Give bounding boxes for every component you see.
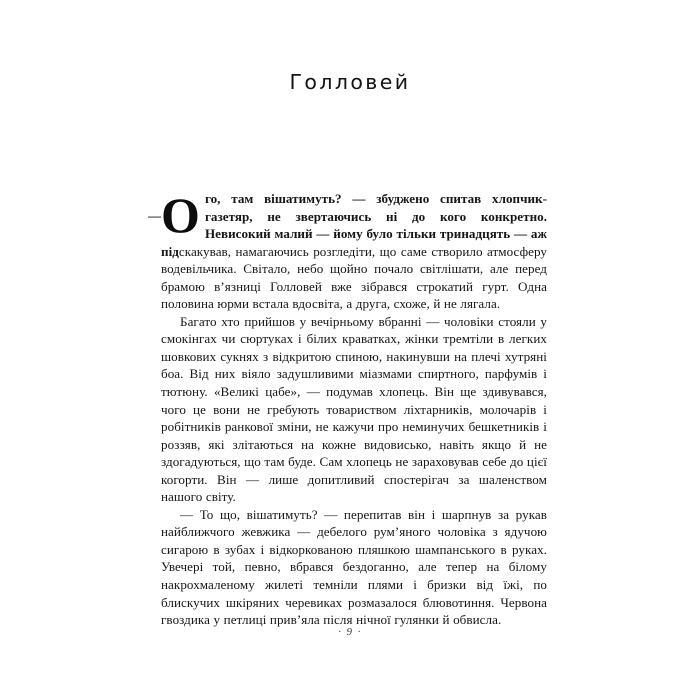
paragraph-1-lead: го, там вішатимуть? — збуджено спитав хлопчик-газетяр, не звертаючись ні до кого конкретно. Невисокий малий — йому було тільки тринадцять — аж під — [161, 191, 547, 259]
paragraph-3: — То що, вішатимуть? — перепитав він і шарпнув за рукав найближчого жевжика — дебелого рум’яного чоловіка з ядучою сигарою в зубах і відкоркованою пляшкою шампанського в руках. Увечері той, певно, вбрався бездоганно, але тепер на білому накрохмаленому жилеті темніли плями і бризки від їжі, по блискучих шкіряних черевиках розмазалося блювотиння. Червона гвоздика у петлиці прив’яла після нічної гулянки й обвисла. — [161, 506, 547, 628]
page-number: · 9 · — [338, 626, 362, 638]
paragraph-1 — [161, 187, 547, 313]
paragraph-1-rest: скакував, намагаючись розгледіти, що саме створило атмосферу водевільчика. Світало, небо щойно почало світлішати, але перед брамою в’язниці Голловей вже зібрався строкатий гурт. Одна половина юрми встала вдосвіта, а друга, схоже, й не лягала. — [161, 243, 547, 312]
drop-cap: О — [161, 187, 200, 243]
paragraph-2: Багато хто прийшов у вечірньому вбранні — чоловіки стояли у смокінгах чи сюртуках і білих краватках, жінки тремтіли в легких шовкових сукнях з відкритою спиною, накинувши на плечі хутряні боа. Від них віяло задушливими міазмами спиртного, парфумів і тютюну. «Великі цабе», — подумав хлопець. Він ще здивувався, чого це вони не гребують товариством ліхтарників, молочарів і робітників ранкової зміни, не кажучи про неминучих бешкетників і роззяв, які злітаються на кожне видовисько, навіть якщо й не здогадуються, що там буде. Сам хлопець не зараховував себе до цієї когорти. Він — лише допитливий спостерігач за шаленством нашого світу. — [161, 313, 547, 505]
text-block — [148, 187, 547, 629]
text-block-inner — [148, 187, 547, 629]
page-title: Голловей — [289, 69, 411, 94]
dialogue-dash: — — [148, 208, 162, 223]
